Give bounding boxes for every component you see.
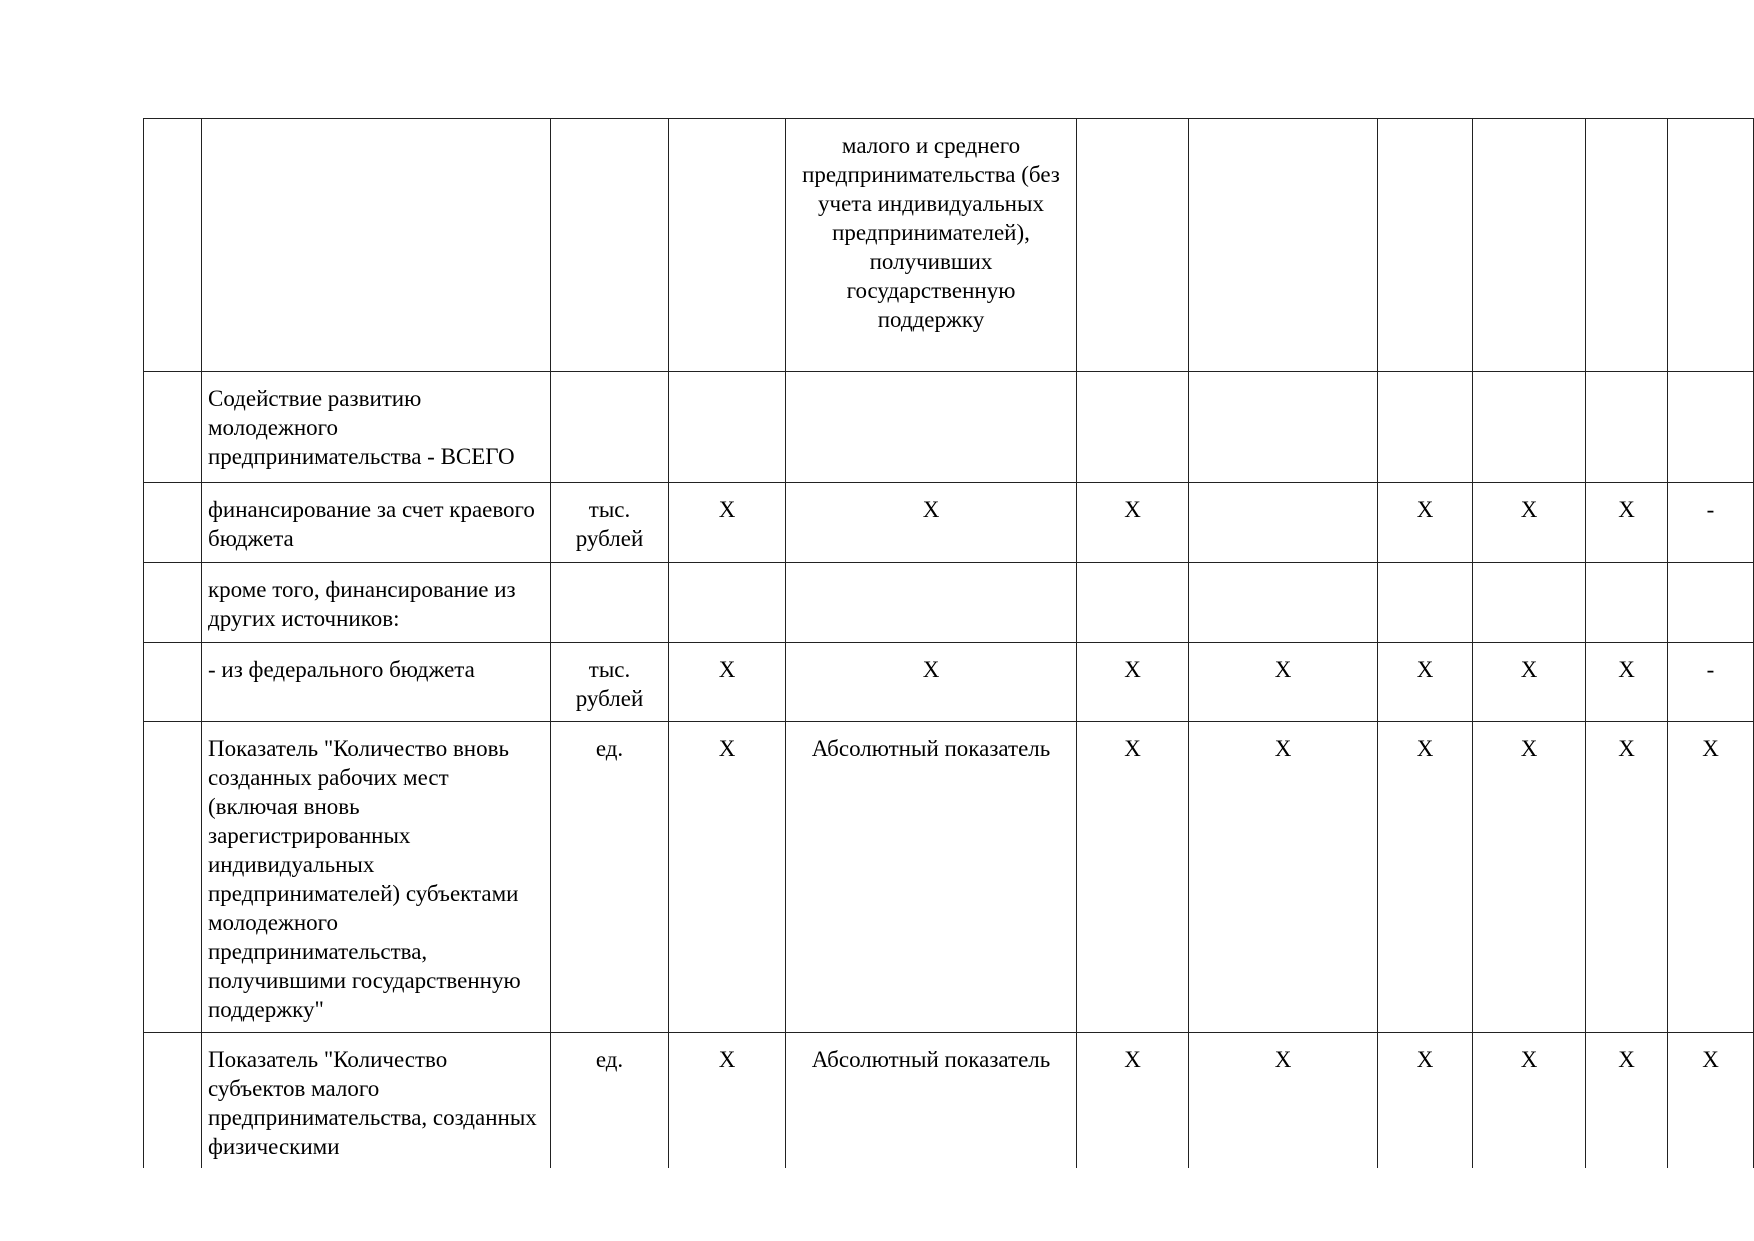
table-row xyxy=(144,119,1754,372)
cell-col9: X xyxy=(1473,483,1586,563)
indicators-table xyxy=(143,118,1754,1168)
cell-col10: X xyxy=(1586,1033,1668,1169)
cell-name: Показатель "Количество субъектов малого предпринимательства, созданных физическими xyxy=(202,1033,551,1169)
cell-col11: - xyxy=(1668,643,1754,722)
cell-col9: X xyxy=(1473,722,1586,1033)
cell-col4: X xyxy=(669,483,786,563)
cell-unit xyxy=(551,563,669,643)
cell-col8 xyxy=(1378,372,1473,483)
cell-col7: X xyxy=(1189,643,1378,722)
cell-name xyxy=(202,119,551,372)
cell-name: Содействие развитию молодежного предпринимательства - ВСЕГО xyxy=(202,372,551,483)
cell-col5 xyxy=(786,563,1077,643)
cell-col11: - xyxy=(1668,483,1754,563)
cell-col11 xyxy=(1668,119,1754,372)
cell-unit: тыс. рублей xyxy=(551,643,669,722)
cell-col5: X xyxy=(786,643,1077,722)
cell-col11 xyxy=(1668,372,1754,483)
cell-col10 xyxy=(1586,563,1668,643)
cell-number xyxy=(144,1033,202,1169)
cell-unit xyxy=(551,119,669,372)
cell-col7 xyxy=(1189,372,1378,483)
cell-number xyxy=(144,722,202,1033)
cell-col4: X xyxy=(669,643,786,722)
cell-name: Показатель "Количество вновь созданных рабочих мест (включая вновь зарегистрированных индивидуальных предпринимателей) субъектами молодежного предпринимательства, получившими государственную поддержку" xyxy=(202,722,551,1033)
cell-col8: X xyxy=(1378,722,1473,1033)
cell-col8: X xyxy=(1378,643,1473,722)
cell-col8 xyxy=(1378,563,1473,643)
cell-col10: X xyxy=(1586,483,1668,563)
cell-number xyxy=(144,563,202,643)
cell-number xyxy=(144,372,202,483)
table-row xyxy=(144,643,1754,722)
cell-col7: X xyxy=(1189,722,1378,1033)
cell-col9 xyxy=(1473,563,1586,643)
cell-unit: тыс. рублей xyxy=(551,483,669,563)
cell-col5: малого и среднего предпринимательства (без учета индивидуальных предпринимателей), получивших государственную поддержку xyxy=(786,119,1077,372)
cell-col7 xyxy=(1189,483,1378,563)
cell-col4: X xyxy=(669,722,786,1033)
cell-col7 xyxy=(1189,563,1378,643)
cell-col6 xyxy=(1077,119,1189,372)
cell-col6: X xyxy=(1077,1033,1189,1169)
cell-number xyxy=(144,119,202,372)
table-row xyxy=(144,483,1754,563)
cell-col5: X xyxy=(786,483,1077,563)
cell-col9: X xyxy=(1473,1033,1586,1169)
cell-col11: X xyxy=(1668,722,1754,1033)
cell-number xyxy=(144,643,202,722)
cell-col4: X xyxy=(669,1033,786,1169)
cell-col6 xyxy=(1077,372,1189,483)
cell-unit: ед. xyxy=(551,722,669,1033)
cell-col10 xyxy=(1586,372,1668,483)
cell-col4 xyxy=(669,563,786,643)
cell-col6: X xyxy=(1077,722,1189,1033)
cell-col11 xyxy=(1668,563,1754,643)
cell-col9 xyxy=(1473,372,1586,483)
table-row xyxy=(144,372,1754,483)
cell-name: - из федерального бюджета xyxy=(202,643,551,722)
cell-col8: X xyxy=(1378,483,1473,563)
cell-col5 xyxy=(786,372,1077,483)
cell-col5: Абсолютный показатель xyxy=(786,1033,1077,1169)
cell-col10 xyxy=(1586,119,1668,372)
cell-col10: X xyxy=(1586,643,1668,722)
cell-col5: Абсолютный показатель xyxy=(786,722,1077,1033)
cell-col7 xyxy=(1189,119,1378,372)
cell-col6: X xyxy=(1077,483,1189,563)
cell-col4 xyxy=(669,119,786,372)
cell-unit: ед. xyxy=(551,1033,669,1169)
cell-col9: X xyxy=(1473,643,1586,722)
cell-col11: X xyxy=(1668,1033,1754,1169)
cell-col9 xyxy=(1473,119,1586,372)
cell-number xyxy=(144,483,202,563)
table-row xyxy=(144,1033,1754,1169)
cell-unit xyxy=(551,372,669,483)
cell-name: кроме того, финансирование из других источников: xyxy=(202,563,551,643)
cell-col8: X xyxy=(1378,1033,1473,1169)
document-page xyxy=(143,118,1754,1168)
cell-col7: X xyxy=(1189,1033,1378,1169)
cell-col10: X xyxy=(1586,722,1668,1033)
table-row xyxy=(144,722,1754,1033)
table-row xyxy=(144,563,1754,643)
cell-col6 xyxy=(1077,563,1189,643)
cell-col6: X xyxy=(1077,643,1189,722)
cell-col8 xyxy=(1378,119,1473,372)
cell-name: финансирование за счет краевого бюджета xyxy=(202,483,551,563)
cell-col4 xyxy=(669,372,786,483)
